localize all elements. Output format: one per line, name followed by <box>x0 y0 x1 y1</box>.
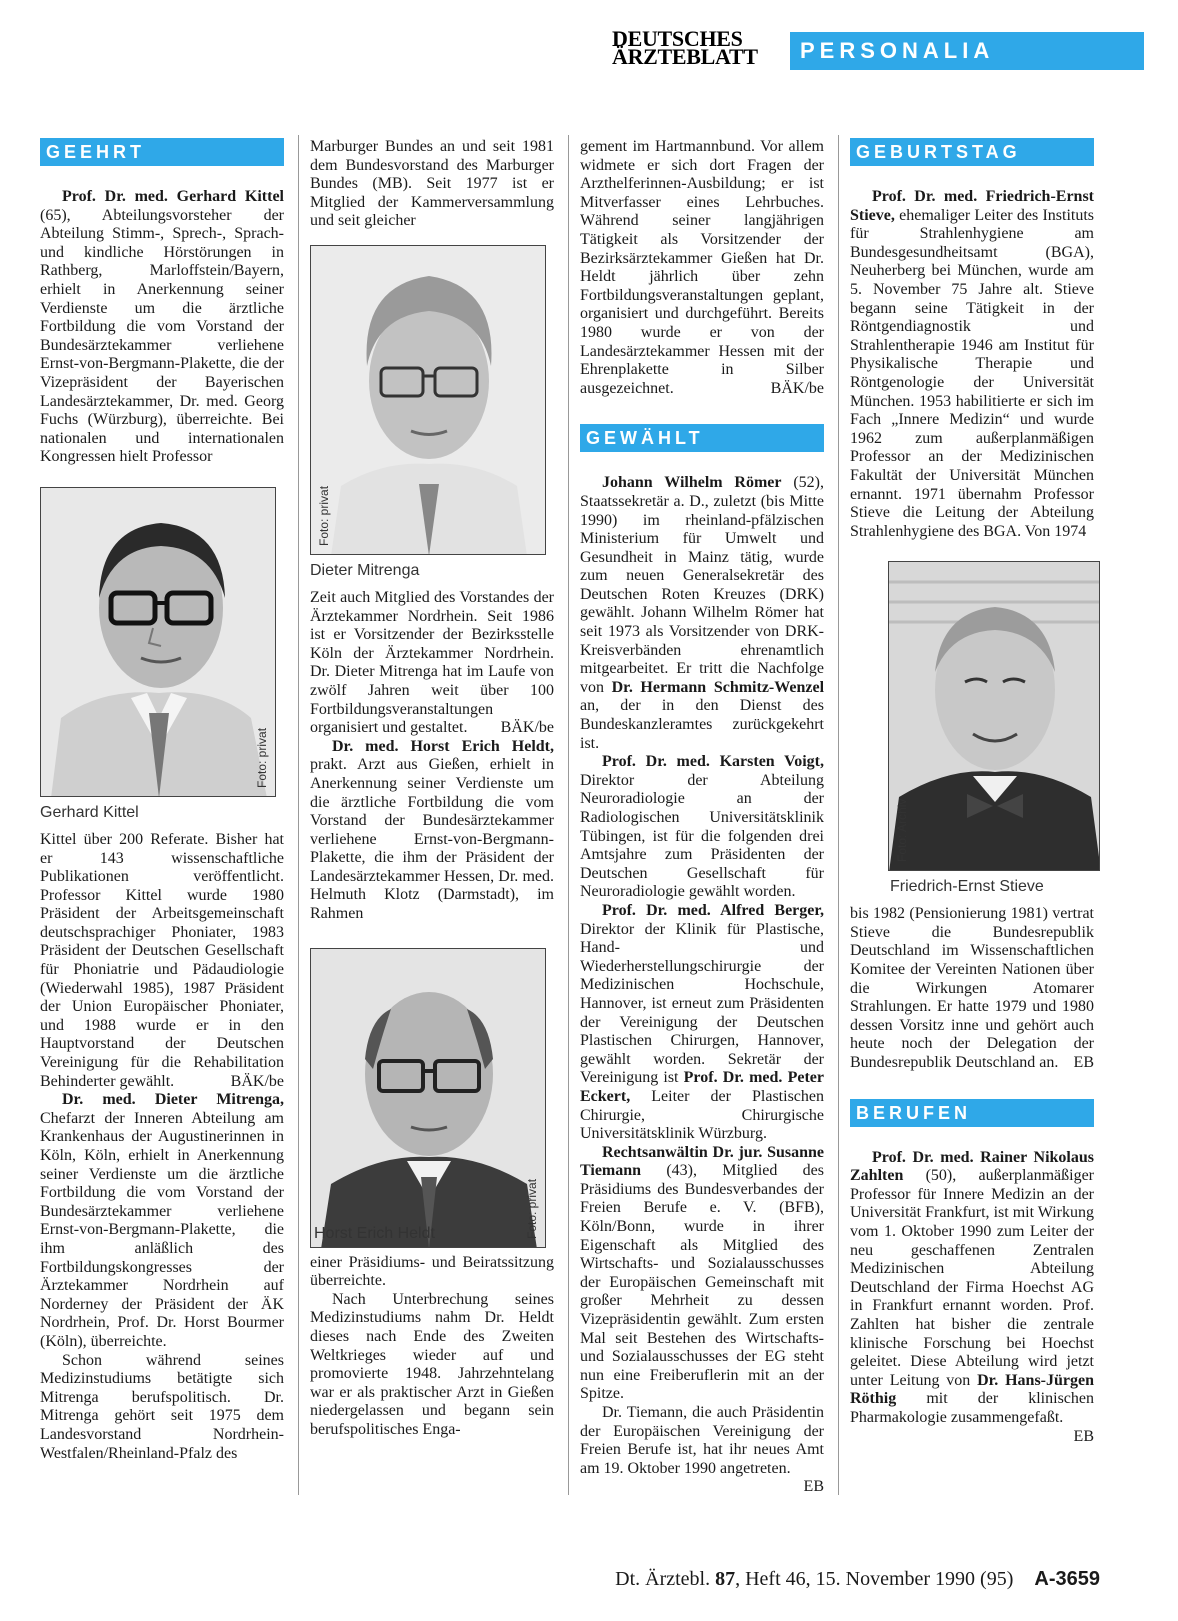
person-name: Dr. Hermann Schmitz-Wenzel <box>611 678 825 696</box>
masthead <box>612 26 1152 74</box>
article-text: Leiter der Plastischen Chirurgie, Chirurgische Universitätsklinik Würzburg. <box>580 1087 824 1143</box>
article-kittel <box>40 188 284 467</box>
portrait-image <box>311 949 546 1248</box>
photo-caption: Horst Erich Heldt <box>314 1224 435 1242</box>
section-header-geehrt: GEEHRT <box>40 138 284 166</box>
person-name: Rechtsanwältin Dr. jur. Susanne Tiemann <box>580 1143 824 1180</box>
article-text: Kittel über 200 Referate. Bisher hat er 143 wissenschaftliche Publikationen veröffentlicht. Professor Kittel wurde 1980 Präsident der Arbeitsgemeinschaft deutschsprachiger Phoniater, 1983 Präsident der Deutschen Gesellschaft für Phoniatrie und Pädaudiologie (Wiederwahl 1985), 1987 Präsident der Union Europäischer Phoniater, und 1988 wurde er in den Hauptvorstand der Deutschen Vereinigung für die Rehabilitation Behinderter gewählt. <box>40 830 284 1090</box>
person-name: Johann Wilhelm Römer <box>602 474 782 492</box>
section-header-geburtstag: GEBURTSTAG <box>850 138 1094 166</box>
article-stieve-continued <box>850 905 1094 1072</box>
photo-credit: Foto: privat <box>525 1178 539 1239</box>
article-tiemann-continued <box>580 1404 824 1496</box>
person-name: Dr. med. Dieter Mitrenga, <box>62 1091 284 1109</box>
article-text: prakt. Arzt aus Gießen, erhielt in Anerkennung seiner Verdienste um die ärztliche Fortbildung die vom Vorstand der Bundesärztekammer verliehene Ernst-von-Bergmann-Plakette, die ihm der Präsident der Landesärztekammer Hessen, Dr. med. Helmuth Klotz (Darmstadt), im Rahmen <box>310 756 554 923</box>
article-heldt-continued: einer Präsidiums- und Beiratssitzung überreichte. <box>310 1253 554 1290</box>
portrait-image <box>311 246 546 555</box>
person-name: Prof. Dr. med. Gerhard Kittel <box>62 188 284 205</box>
article-mitrenga-continued: Marburger Bundes an und seit 1981 dem Bundesvorstand des Marburger Bundes (MB). Seit 1977 ist er Mitglied der Kammerversammlung und seit gleicher <box>310 138 554 230</box>
article-text: an, der in den Dienst des Bundeskanzleramtes zurückgekehrt ist. <box>580 697 824 752</box>
column-rule <box>838 135 839 1495</box>
article-text: ehemaliger Leiter des Instituts für Strahlenhygiene am Bundesgesundheitsamt (BGA), Neuherberg bei München, wurde am 5. November 75 Jahre alt. Stieve begann seine Tätigkeit in der Röntgendiagnostik und Strahlentherapie 1946 am Institut für Physikalische Therapie und Röntgenologie der Universität München. 1953 habilitierte er sich im Fach „Innere Medizin“ und wurde 1962 zum außerplanmäßigen Professor an der Medizinischen Fakultät der Universität München ernannt. 1971 übernahm Professor Stieve die Leitung der Abteilung Strahlenhygiene des BGA. Von 1974 <box>850 206 1094 540</box>
article-text: (65), Abteilungsvorsteher der Abteilung Stimm-, Sprech-, Sprach- und kindliche Hörstörungen in Rathberg, Marloffstein/Bayern, erhielt in Anerkennung seiner Verdienste um die ärztliche Fortbildung die vom Vorstand der Bundesärztekammer verliehene Ernst-von-Bergmann-Plakette, die der Vizepräsident der Bayerischen Landesärztekammer, Dr. med. Georg Fuchs (Würzburg), überreichte. Bei nationalen und internationalen Kongressen hielt Professor <box>40 206 284 466</box>
photo-credit: Foto: Archiv <box>895 798 909 863</box>
person-name: Prof. Dr. med. Alfred Berger, <box>602 901 824 919</box>
article-text: Zeit auch Mitglied des Vorstandes der Ärztekammer Nordrhein. Seit 1986 ist er Vorsitzender der Bezirksstelle Köln der Ärztekammer Nordrhein. Dr. Dieter Mitrenga hat im Laufe von zwölf Jahren weit über 100 Fortbildungsveranstaltungen organisiert und gestaltet. <box>310 588 554 737</box>
article-text: (52), Staatssekretär a. D., zuletzt (bis Mitte 1990) im rheinland-pfälzischen Ministerium für Umwelt und Gesundheit in Mainz tätig, wurde zum neuen Generalsekretär des Deutschen Roten Kreuzes (DRK) gewählt. Johann Wilhelm Römer hat seit 1973 als Vorsitzender von DRK-Kreisverbänden ehrenamtlich mitgearbeitet. Er tritt die Nachfolge von <box>580 474 824 696</box>
article-text: Direktor der Abteilung Neuroradiologie an der Radiologischen Universitätsklinik Tübingen, ist für die folgenden drei Amtsjahre zum Präsidenten der Deutschen Gesellschaft für Neuroradiologie gewählt worden. <box>580 771 824 901</box>
photo-stieve <box>888 561 1100 871</box>
column-rule <box>298 135 299 1495</box>
photo-heldt <box>310 948 546 1248</box>
photo-caption: Friedrich-Ernst Stieve <box>890 878 1044 896</box>
article-stieve <box>850 188 1094 541</box>
article-heldt-career: Nach Unterbrechung seines Medizinstudiums nahm Dr. Heldt dieses nach Ende des Zweiten Weltkrieges wieder auf und promovierte 1948. Jahrzehntelang war er als praktischer Arzt in Gießen niedergelassen und begann sein berufspolitisches Enga- <box>310 1290 554 1438</box>
journal-logo <box>612 26 782 69</box>
author-sign: EB <box>1073 1054 1094 1072</box>
photo-credit: Foto: privat <box>317 485 331 546</box>
article-text: Dr. Tiemann, die auch Präsidentin der Europäischen Vereinigung der Freien Berufe ist, hat ihr neues Amt am 19. Oktober 1990 angetreten. <box>580 1404 824 1477</box>
issue-info: , Heft 46, 15. November 1990 (95) <box>735 1568 1014 1590</box>
article-mitrenga-career: Schon während seines Medizinstudiums betätigte sich Mitrenga berufspolitisch. Dr. Mitrenga gehört seit 1975 dem Landesvorstand Nordrhein-Westfalen/Rheinland-Pfalz des <box>40 1351 284 1462</box>
article-kittel-continued <box>40 831 284 1091</box>
photo-caption: Dieter Mitrenga <box>310 561 420 579</box>
author-sign: EB <box>1073 1427 1094 1445</box>
logo-line-1: DEUTSCHES <box>612 26 743 51</box>
column-3 <box>580 138 824 1497</box>
person-name: Prof. Dr. med. Rainer Nikolaus Zahlten <box>850 1148 1094 1185</box>
section-banner: PERSONALIA <box>790 32 1144 70</box>
article-text: Direktor der Klinik für Plastische, Hand- und Wiederherstellungschirurgie der Medizinischen Hochschule, Hannover, ist erneut zum Präsidenten der Vereinigung der Deutschen Plastischen Chirurgen, Hannover, gewählt worden. Sekretär der Vereinigung ist <box>580 920 824 1087</box>
section-header-gewaehlt: GEWÄHLT <box>580 424 824 452</box>
article-berger <box>580 902 824 1144</box>
author-sign: BÄK/be <box>770 379 824 397</box>
person-name: Prof. Dr. med. Karsten Voigt, <box>602 753 824 771</box>
person-name: Prof. Dr. med. Peter Eckert, <box>580 1069 824 1105</box>
volume-number: 87 <box>715 1568 736 1590</box>
article-text: gement im Hartmannbund. Vor allem widmete er sich dort Fragen der Arzthelferinnen-Ausbildung; er ist Mitverfasser eines Lehrbuches. Während seiner langjährigen Tätigkeit als Vorsitzender der Bezirksärztekammer Gießen hat Dr. Heldt jährlich über zehn Fortbildungsveranstaltungen geplant, organisiert und durchgeführt. Bereits 1980 wurde er von der Landesärztekammer Hessen mit der Ehrenplakette in Silber ausgezeichnet. <box>580 138 824 397</box>
photo-mitrenga <box>310 245 546 555</box>
person-name: Dr. Hans-Jürgen Röthig <box>850 1371 1094 1408</box>
portrait-image <box>41 488 276 797</box>
journal-abbrev: Dt. Ärztebl. <box>615 1568 711 1590</box>
person-name: Dr. med. Horst Erich Heldt, <box>332 737 554 755</box>
article-text: (43), Mitglied des Präsidiums des Bundesverbandes der Freien Berufe e. V. (BFB), Köln/Bonn, wurde in ihrer Eigenschaft als Mitglied des Wirtschafts- und Sozialausschusses der Europäischen Gemeinschaft mit großer Mehrheit zu dessen Vizepräsidentin gewählt. Zum ersten Mal seit Bestehen des Wirtschafts- und Sozialausschusses der EG steht nun eine Freiberuflerin mit an der Spitze. <box>580 1162 824 1403</box>
person-name: Prof. Dr. med. Friedrich-Ernst Stieve, <box>850 188 1094 224</box>
column-4 <box>850 138 1094 1446</box>
logo-line-2: ÄRZTEBLATT <box>612 44 758 69</box>
portrait-image <box>889 562 1100 871</box>
page-footer <box>615 1568 1100 1591</box>
article-tiemann <box>580 1144 824 1404</box>
photo-credit: Foto: privat <box>255 727 269 788</box>
article-voigt <box>580 753 824 902</box>
photo-caption: Gerhard Kittel <box>40 803 139 821</box>
photo-kittel <box>40 487 276 797</box>
article-mitrenga-end <box>310 589 554 738</box>
article-roemer <box>580 474 824 753</box>
column-rule <box>568 135 569 1495</box>
article-text: mit der klinischen Pharmakologie zusammengefaßt. <box>850 1390 1094 1426</box>
article-text: Chefarzt der Inneren Abteilung am Krankenhaus der Augustinerinnen in Köln, Köln, erhielt in Anerkennung seiner Verdienste um die ärztliche Fortbildung die vom Vorstand der Bundesärztekammer verliehene Ernst-von-Bergmann-Plakette, die ihm anläßlich des Fortbildungskongresses der Ärztekammer Nordrhein auf Norderney der Präsident der ÄK Nordrhein, Prof. Dr. Horst Bourmer (Köln), überreichte. <box>40 1109 284 1350</box>
author-sign: EB <box>803 1478 824 1496</box>
article-text: (50), außerplanmäßiger Professor für Innere Medizin an der Universität Frankfurt, ist mit Wirkung vom 1. Oktober 1990 zum Leiter der neu geschaffenen Zentralen Medizinischen Abteilung Deutschland der Firma Hoechst AG in Frankfurt ernannt worden. Prof. Zahlten hat bisher die zentrale klinische Forschung bei Hoechst geleitet. Diese Abteilung wird jetzt unter Leitung von <box>850 1167 1094 1389</box>
author-sign: BÄK/be <box>500 719 554 737</box>
article-zahlten <box>850 1148 1094 1445</box>
section-header-berufen: BERUFEN <box>850 1099 1094 1127</box>
column-1 <box>40 138 284 1463</box>
page-number: A-3659 <box>1034 1568 1100 1590</box>
article-heldt <box>310 738 554 924</box>
article-mitrenga <box>40 1091 284 1351</box>
article-text: bis 1982 (Pensionierung 1981) vertrat Stieve die Bundesrepublik Deutschland im Wissenschaftlichen Komitee der Vereinten Nationen über die Wirkungen Atomarer Strahlungen. Er hatte 1979 und 1980 dessen Vorsitz inne und gehört auch heute noch der Delegation der Bundesrepublik Deutschland an. <box>850 905 1094 1072</box>
article-heldt-end <box>580 138 824 398</box>
author-sign: BÄK/be <box>230 1072 284 1090</box>
column-2 <box>310 138 554 1440</box>
